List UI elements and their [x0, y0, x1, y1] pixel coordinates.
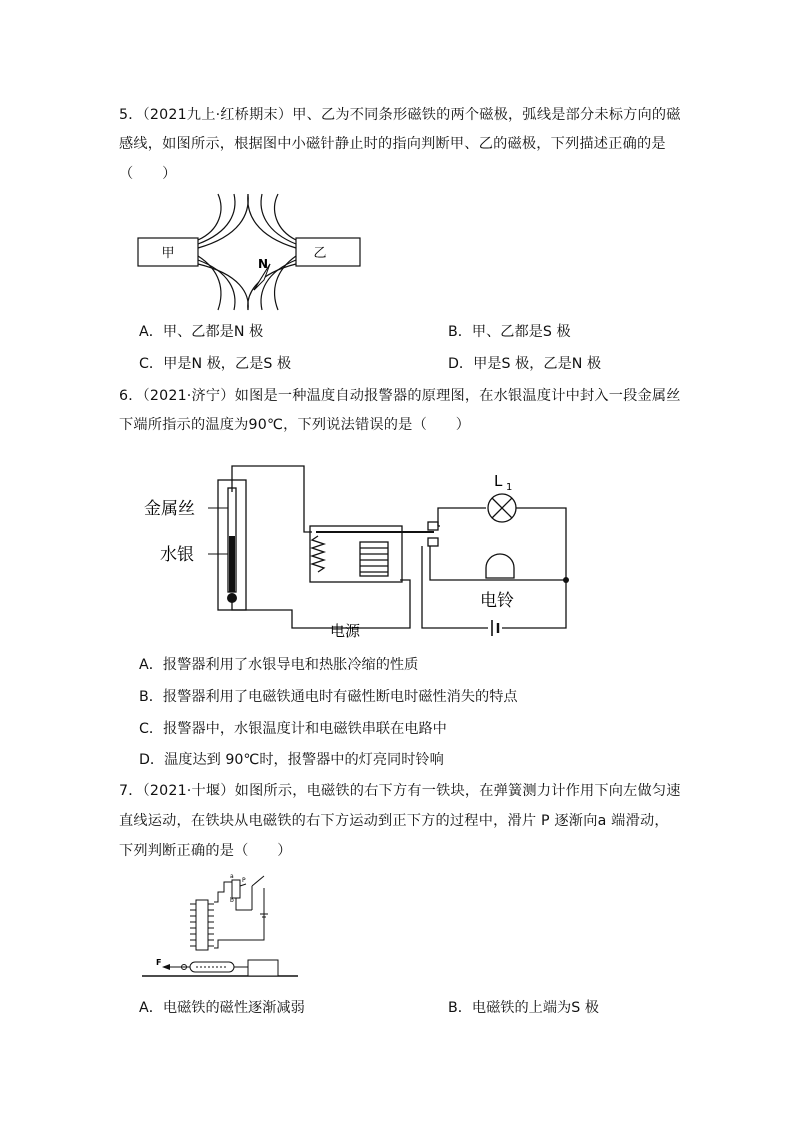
q7-line-3: 下列判断正确的是（ ） [119, 843, 292, 859]
label-metal-wire: 金属丝 [144, 499, 195, 519]
magnet-yi [296, 238, 360, 266]
label-a: a [230, 873, 234, 880]
label-bell: 电铃 [480, 591, 514, 611]
thermometer-bulb [227, 593, 237, 603]
label-power-source: 电源 [330, 622, 361, 640]
q7-line-2: 直线运动，在铁块从电磁铁的右下方运动到正下方的过程中，滑片 P 逐渐向a 端滑动， [119, 813, 669, 829]
label-force-f: F [156, 958, 162, 967]
q5-option-a[interactable]: A．甲、乙都是N 极 [139, 324, 264, 340]
q7-option-a[interactable]: A．电磁铁的磁性逐渐减弱 [139, 1000, 305, 1016]
mercury-column [229, 536, 235, 592]
label-lamp: L [494, 472, 503, 490]
q5-line-1: 5．（2021九上·红桥期末）甲、乙为不同条形磁铁的两个磁极，弧线是部分未标方向的磁 [119, 107, 681, 123]
q6-option-b[interactable]: B．报警器利用了电磁铁通电时有磁性断电时磁性消失的特点 [139, 689, 518, 705]
q5-option-d[interactable]: D．甲是S 极，乙是N 极 [448, 356, 602, 372]
label-p: P [242, 877, 246, 884]
q6-option-a[interactable]: A．报警器利用了水银导电和热胀冷缩的性质 [139, 657, 419, 673]
q5-option-b[interactable]: B．甲、乙都是S 极 [448, 324, 571, 340]
q6-alarm-figure [140, 460, 580, 640]
label-lamp-sub: 1 [506, 482, 513, 493]
q7-option-b[interactable]: B．电磁铁的上端为S 极 [448, 1000, 599, 1016]
q5-magnet-figure [130, 190, 370, 314]
q6-option-c[interactable]: C．报警器中，水银温度计和电磁铁串联在电路中 [139, 721, 447, 737]
q6-line-2: 下端所指示的温度为90℃，下列说法错误的是（ ） [119, 417, 471, 433]
q7-electromagnet-figure [140, 866, 300, 982]
q5-line-2: 感线，如图所示，根据图中小磁针静止时的指向判断甲、乙的磁极，下列描述正确的是 [119, 136, 666, 152]
q7-line-1: 7．（2021·十堰）如图所示，电磁铁的右下方有一铁块，在弹簧测力计作用下向左做匀速 [119, 783, 681, 799]
q6-option-d[interactable]: D．温度达到 90℃时，报警器中的灯亮同时铃响 [139, 752, 444, 768]
label-needle-n: N [258, 257, 269, 271]
label-yi: 乙 [313, 246, 327, 261]
q5-option-c[interactable]: C．甲是N 极，乙是S 极 [139, 356, 292, 372]
label-mercury: 水银 [160, 545, 194, 565]
label-jia: 甲 [161, 246, 175, 261]
q5-line-3: （ ） [119, 166, 177, 182]
q6-line-1: 6．（2021·济宁）如图是一种温度自动报警器的原理图，在水银温度计中封入一段金属丝 [119, 388, 681, 404]
label-b: b [230, 897, 234, 904]
